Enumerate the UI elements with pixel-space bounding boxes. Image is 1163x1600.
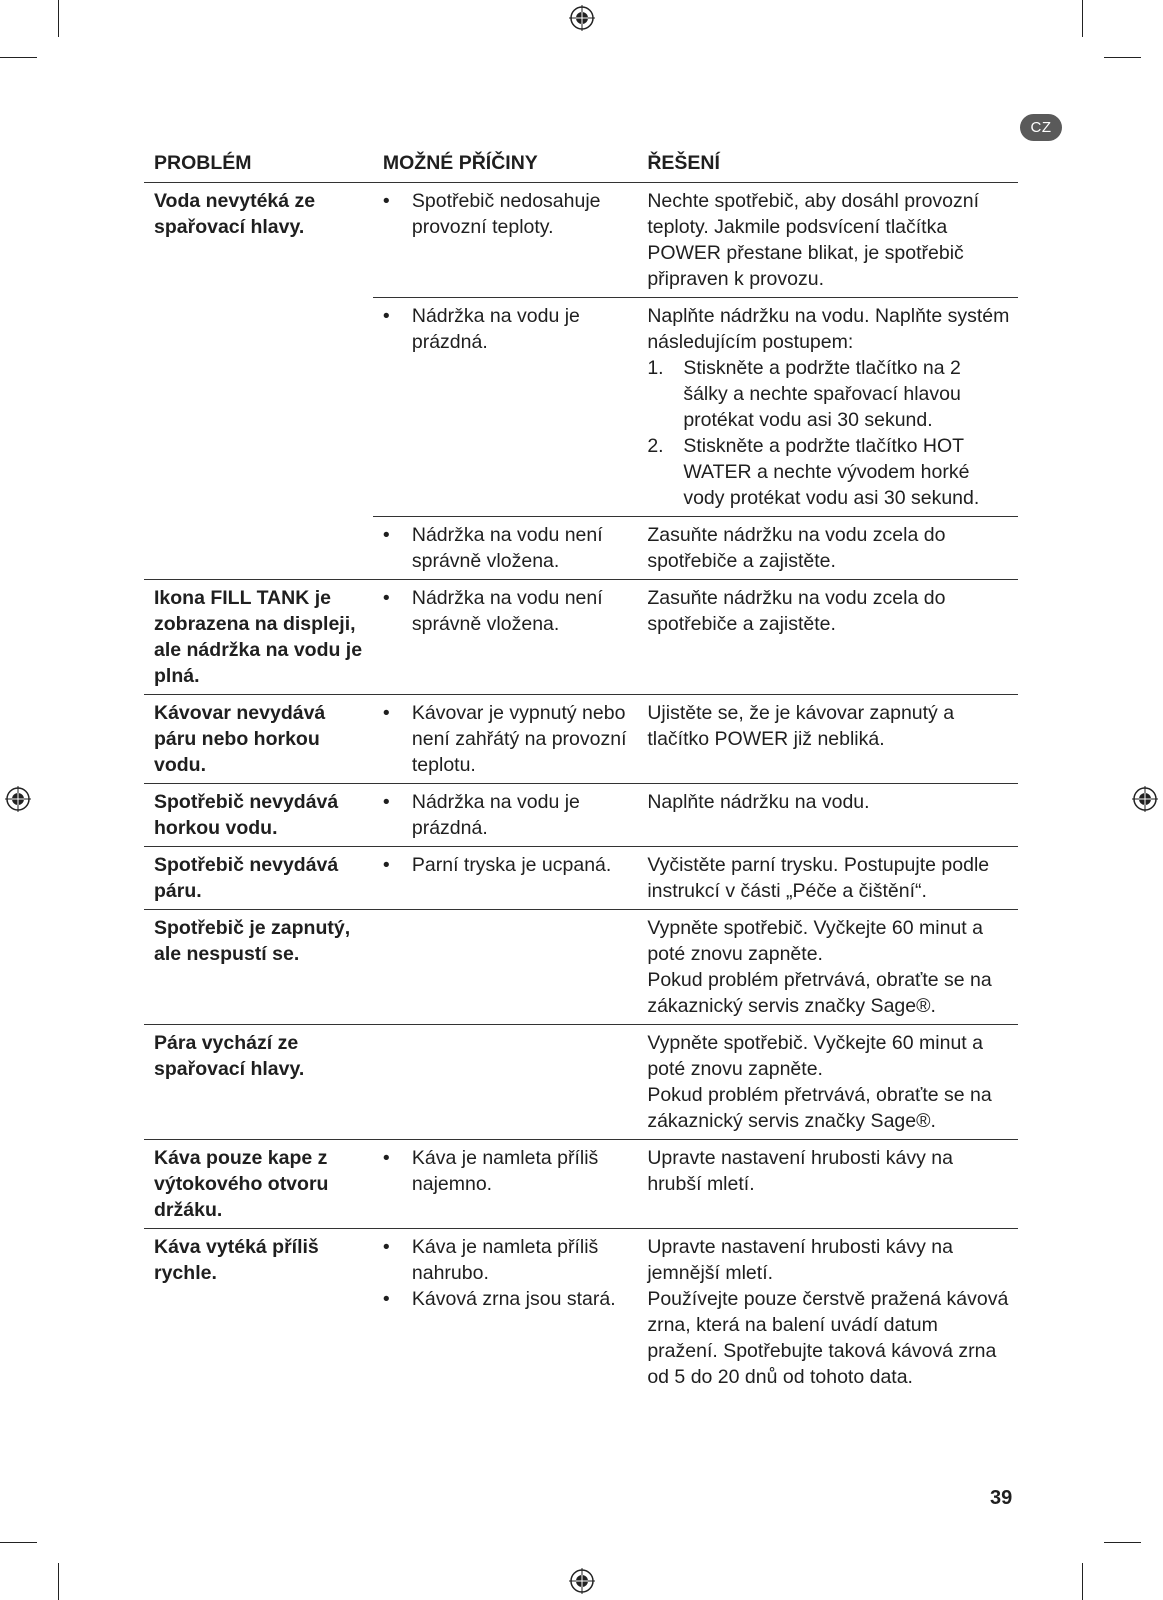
troubleshooting-table <box>144 148 1018 1395</box>
solution-cell: Vyčistěte parní trysku. Postupujte podle instrukcí v části „Péče a čištění“. <box>637 847 1018 910</box>
step-number: 1. <box>647 357 664 379</box>
crop-mark-bottom-right-h <box>1104 1542 1141 1543</box>
cause-cell <box>373 183 637 298</box>
table-row <box>144 695 1018 784</box>
cause-cell <box>373 695 637 784</box>
solution-cell <box>637 1025 1018 1140</box>
step-number: 2. <box>647 435 664 457</box>
table-row <box>144 847 1018 910</box>
solution-cell: Ujistěte se, že je kávovar zapnutý a tlačítko POWER již nebliká. <box>637 695 1018 784</box>
solution-text: Pokud problém přetrvává, obraťte se na zákaznický servis značky Sage®. <box>647 1084 992 1132</box>
cause-item: • Káva je namleta příliš najemno. <box>383 1145 629 1197</box>
cause-cell <box>373 1025 637 1140</box>
cause-cell <box>373 1229 637 1396</box>
cause-cell <box>373 847 637 910</box>
cause-cell <box>373 298 637 517</box>
solution-step <box>647 433 1010 511</box>
solution-text: Vypněte spotřebič. Vyčkejte 60 minut a poté znovu zapněte. <box>647 917 983 965</box>
step-text: Stiskněte a podržte tlačítko HOT WATER a nechte vývodem horké vody protékat vodu asi 30 sekund. <box>683 435 980 509</box>
solution-text: Upravte nastavení hrubosti kávy na jemnější mletí. <box>647 1236 953 1284</box>
solution-cell <box>637 1229 1018 1396</box>
table-row <box>144 910 1018 1025</box>
solution-cell: Nechte spotřebič, aby dosáhl provozní teploty. Jakmile podsvícení tlačítka POWER přestane blikat, je spotřebič připraven k provozu. <box>647 190 980 290</box>
problem-cell: Káva pouze kape z výtokového otvoru držáku. <box>144 1140 373 1229</box>
solution-steps <box>647 355 1010 511</box>
cause-item: • Spotřebič nedosahuje provozní teploty. <box>383 188 629 240</box>
problem-cell: Spotřebič nevydává páru. <box>144 847 373 910</box>
crop-mark-bottom-left-v <box>58 1563 59 1600</box>
crop-mark-top-right-v <box>1082 0 1083 37</box>
table-row <box>144 183 1018 298</box>
solution-cell: Zasuňte nádržku na vodu zcela do spotřebiče a zajistěte. <box>637 580 1018 695</box>
solution-cell: Naplňte nádržku na vodu. <box>637 784 1018 847</box>
cause-item: • Nádržka na vodu je prázdná. <box>383 789 629 841</box>
language-badge: CZ <box>1020 114 1062 141</box>
crop-mark-top-right-h <box>1104 57 1141 58</box>
cause-cell <box>373 580 637 695</box>
problem-cell: Spotřebič je zapnutý, ale nespustí se. <box>144 910 373 1025</box>
problem-cell: Ikona FILL TANK je zobrazena na displeji, ale nádržka na vodu je plná. <box>144 580 373 695</box>
cause-item: • Kávovar je vypnutý nebo není zahřátý na provozní teplotu. <box>383 700 629 778</box>
solution-text: Používejte pouze čerstvě pražená kávová zrna, která na balení uvádí datum pražení. Spotřebujte taková kávová zrna od 5 do 20 dnů od tohoto data. <box>647 1288 1009 1388</box>
header-problem: PROBLÉM <box>144 148 373 183</box>
registration-mark-bottom-icon <box>569 1568 595 1594</box>
crop-mark-bottom-right-v <box>1082 1563 1083 1600</box>
problem-cell: Voda nevytéká ze spařovací hlavy. <box>154 190 316 238</box>
table-row <box>144 1025 1018 1140</box>
cause-cell <box>373 1140 637 1229</box>
cause-cell <box>373 784 637 847</box>
cause-item: • Parní tryska je ucpaná. <box>383 852 629 878</box>
table-row <box>144 1229 1018 1396</box>
cause-item: • Káva je namleta příliš nahrubo. <box>383 1234 629 1286</box>
header-solution: ŘEŠENÍ <box>637 148 1018 183</box>
problem-cell: Pára vychází ze spařovací hlavy. <box>144 1025 373 1140</box>
crop-mark-top-left-h <box>0 57 37 58</box>
cause-cell <box>373 517 637 580</box>
registration-mark-top-icon <box>569 5 595 31</box>
cause-item: • Kávová zrna jsou stará. <box>383 1286 629 1312</box>
problem-cell: Spotřebič nevydává horkou vodu. <box>144 784 373 847</box>
step-text: Stiskněte a podržte tlačítko na 2 šálky a nechte spařovací hlavou protékat vodu asi 30 sekund. <box>683 357 961 431</box>
header-causes: MOŽNÉ PŘÍČINY <box>373 148 637 183</box>
solution-step <box>647 355 1010 433</box>
crop-mark-top-left-v <box>58 0 59 37</box>
table-row <box>144 580 1018 695</box>
problem-cell: Kávovar nevydává páru nebo horkou vodu. <box>144 695 373 784</box>
registration-mark-left-icon <box>5 786 31 812</box>
table-header-row <box>144 148 1018 183</box>
problem-cell: Káva vytéká příliš rychle. <box>144 1229 373 1396</box>
solution-text: Pokud problém přetrvává, obraťte se na zákaznický servis značky Sage®. <box>647 969 992 1017</box>
solution-cell <box>637 910 1018 1025</box>
cause-cell <box>373 910 637 1025</box>
table-row <box>144 784 1018 847</box>
cause-item: • Nádržka na vodu není správně vložena. <box>383 585 629 637</box>
crop-mark-bottom-left-h <box>0 1542 37 1543</box>
solution-text: Vypněte spotřebič. Vyčkejte 60 minut a poté znovu zapněte. <box>647 1032 983 1080</box>
cause-item: • Nádržka na vodu je prázdná. <box>383 303 629 355</box>
page-number: 39 <box>990 1487 1013 1509</box>
cause-item: • Nádržka na vodu není správně vložena. <box>383 522 629 574</box>
table-row <box>144 1140 1018 1229</box>
solution-cell: Zasuňte nádržku na vodu zcela do spotřebiče a zajistěte. <box>637 517 1018 580</box>
registration-mark-right-icon <box>1132 786 1158 812</box>
solution-intro: Naplňte nádržku na vodu. Naplňte systém následujícím postupem: <box>647 305 1010 353</box>
solution-cell: Upravte nastavení hrubosti kávy na hrubší mletí. <box>637 1140 1018 1229</box>
solution-cell <box>637 298 1018 517</box>
